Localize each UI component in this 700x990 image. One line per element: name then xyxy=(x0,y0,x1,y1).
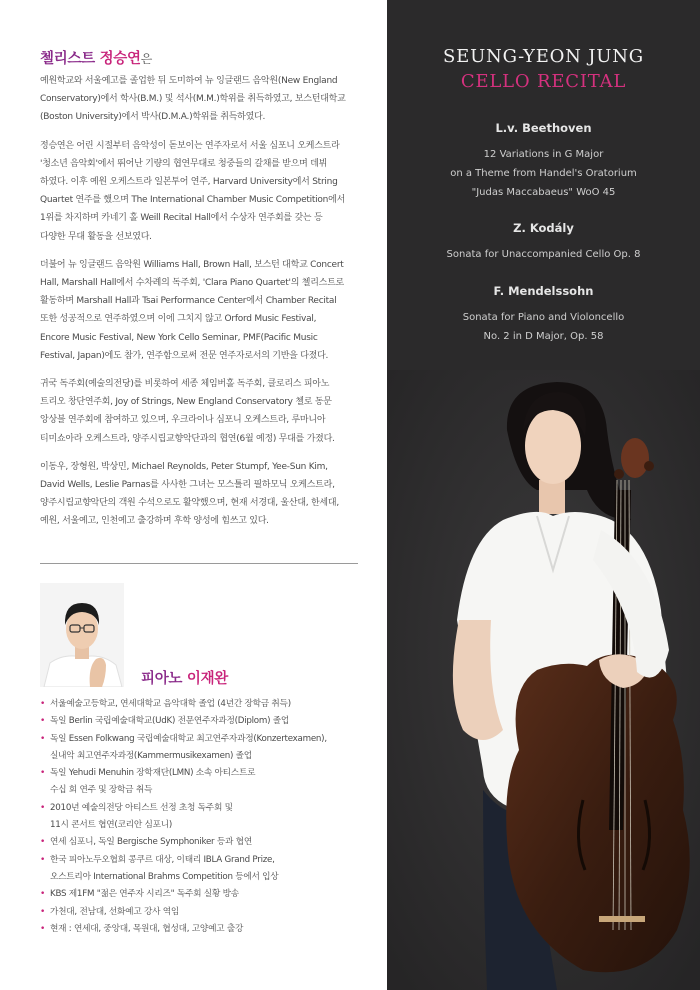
list-item xyxy=(40,921,370,938)
work-line: No. 2 in D Major, Op. 58 xyxy=(483,331,604,342)
list-item-text: 독일 Berlin 국립예술대학교(UdK) 전문연주자과정(Diplom) 졸업 xyxy=(50,716,290,727)
bio-line: 예원학교와 서울예고를 졸업한 뒤 도미하여 뉴 잉글랜드 음악원(New England xyxy=(40,76,338,86)
list-item xyxy=(40,886,370,903)
bio-line: 트리오 창단연주회, Joy of Strings, New England Conservatory 첼로 동문 xyxy=(40,397,332,408)
list-item-text: 11시 콘서트 협연(코리안 심포니) xyxy=(50,820,173,831)
performer-name: SEUNG-YEON JUNG xyxy=(443,46,644,67)
bio-line: Quartet 연주를 했으며 The International Chamber Music Competition에서 xyxy=(40,195,346,206)
bio-line: 1위를 차지하며 카네기 홀 Weill Recital Hall에서 수상자 연주회를 갖는 등 xyxy=(40,213,323,224)
list-item-text: 독일 Yehudi Menuhin 장학재단(LMN) 소속 아티스트로 xyxy=(50,768,256,779)
cellist-photo xyxy=(387,370,700,990)
bullet-icon: • xyxy=(40,733,46,744)
list-item xyxy=(40,852,370,887)
bullet-icon: • xyxy=(40,854,46,865)
bio-line: David Wells, Leslie Parnas를 사사한 그녀는 모스틀리 필하모닉 오케스트라, xyxy=(40,480,335,491)
bio-line: Encore Music Festival, New York Cello Seminar, PMF(Pacific Music xyxy=(40,332,318,343)
bio-line: 활동하며 Marshall Hall과 Tsai Performance Center에서 Chamber Recital xyxy=(40,296,337,307)
right-column xyxy=(387,0,700,990)
composer-name: F. Mendelssohn xyxy=(493,284,594,298)
bio-line: '청소년 음악회'에서 뛰어난 기량의 협연무대로 청중들의 갈채를 받으며 데뷔 xyxy=(40,158,328,169)
program-piece-kodaly xyxy=(387,219,700,264)
list-item-text: 연세 심포니, 독일 Bergische Symphoniker 등과 협연 xyxy=(50,837,252,848)
section-divider xyxy=(40,563,358,564)
bio-line: 정승연은 어린 시절부터 음악성이 돋보이는 연주자로서 서울 심포니 오케스트라 xyxy=(40,140,340,151)
bio-line: 또한 성공적으로 연주하였으며 이에 그치지 않고 Orford Music Festival, xyxy=(40,314,317,325)
pianist-heading xyxy=(141,667,228,688)
bullet-icon: • xyxy=(40,837,46,848)
pianist-name: 이재완 xyxy=(186,671,228,687)
list-item xyxy=(40,713,370,730)
bio-paragraph xyxy=(40,375,358,448)
bio-paragraph xyxy=(40,137,358,246)
list-item-text: 독일 Essen Folkwang 국립예술대학교 최고연주자과정(Konzertexamen), xyxy=(50,733,327,744)
recital-title: CELLO RECITAL xyxy=(460,71,627,92)
bio-line: Hall, Marshall Hall에서 수차례의 독주회, 'Clara Piano Quartet'의 첼리스트로 xyxy=(40,278,344,289)
bio-line: 티미쇼아라 오케스트라, 양주시립교향악단과의 협연(6월 예정) 무대를 가졌다. xyxy=(40,433,335,444)
work-line: Sonata for Unaccompanied Cello Op. 8 xyxy=(446,249,641,260)
cellist-heading xyxy=(40,47,152,68)
list-item xyxy=(40,834,370,851)
list-item-text: 2010년 예술의전당 아티스트 선정 초청 독주회 및 xyxy=(50,802,233,813)
list-item-text: 가천대, 전남대, 선화예고 강사 역임 xyxy=(50,906,180,917)
bullet-icon: • xyxy=(40,716,46,727)
program-piece-beethoven xyxy=(387,119,700,202)
bio-paragraph xyxy=(40,256,358,365)
list-item xyxy=(40,696,370,713)
bullet-icon: • xyxy=(40,923,46,934)
bullet-icon: • xyxy=(40,802,46,813)
work-line: 12 Variations in G Major xyxy=(483,149,604,160)
bio-line: Festival, Japan)에도 참가, 연주함으로써 전문 연주자로서의 기반을 다졌다. xyxy=(40,350,329,361)
bullet-icon: • xyxy=(40,906,46,917)
bio-paragraph xyxy=(40,72,358,127)
composer-name: Z. Kodály xyxy=(513,221,574,235)
bio-line: 귀국 독주회(예술의전당)를 비롯하여 세종 체임버홀 독주회, 클로리스 피아노 xyxy=(40,379,330,390)
bio-line: 다양한 무대 활동을 선보였다. xyxy=(40,231,152,242)
bio-paragraph xyxy=(40,458,358,531)
work-line: "Judas Maccabaeus" WoO 45 xyxy=(471,187,616,198)
bullet-icon: • xyxy=(40,889,46,900)
program-piece-mendelssohn xyxy=(387,282,700,346)
list-item xyxy=(40,765,370,800)
cellist-biography xyxy=(40,72,358,541)
bio-line: 예원, 서울예고, 인천예고 출강하며 후학 양성에 힘쓰고 있다. xyxy=(40,516,269,527)
pianist-role-label: 피아노 xyxy=(141,671,183,687)
bullet-icon: • xyxy=(40,699,46,709)
bio-line: Conservatory)에서 학사(B.M.) 및 석사(M.M.)학위를 취득하였고, 보스턴대학교 xyxy=(40,94,346,105)
bio-line: (Boston University)에서 박사(D.M.A.)학위를 취득하였다. xyxy=(40,112,266,123)
bio-line: 이동우, 장형원, 박상민, Michael Reynolds, Peter Stumpf, Yee-Sun Kim, xyxy=(40,461,328,472)
list-item-text: 실내악 최고연주자과정(Kammermusikexamen) 졸업 xyxy=(50,750,252,761)
list-item xyxy=(40,731,370,766)
composer-name: L.v. Beethoven xyxy=(495,121,592,135)
bio-line: 앙상블 연주회에 참여하고 있으며, 우크라이나 심포니 오케스트라, 루마니아 xyxy=(40,415,326,426)
bio-line: 더불어 뉴 잉글랜드 음악원 Williams Hall, Brown Hall, 보스턴 대학교 Concert xyxy=(40,259,344,270)
list-item xyxy=(40,800,370,835)
cellist-name-suffix: 은 xyxy=(140,52,152,66)
list-item-text: 수십 회 연주 및 장학금 취득 xyxy=(50,785,153,796)
cellist-role-label: 첼리스트 xyxy=(40,51,95,67)
pianist-photo xyxy=(40,583,124,687)
bio-line: 하였다. 이후 예원 오케스트라 일본투어 연주, Harvard University에서 String xyxy=(40,177,338,188)
list-item xyxy=(40,904,370,921)
work-line: on a Theme from Handel's Oratorium xyxy=(450,168,637,179)
list-item-text: 현재 : 연세대, 중앙대, 목원대, 협성대, 고양예고 출강 xyxy=(50,923,244,934)
list-item-text: 서울예술고등학교, 연세대학교 음악대학 졸업 (4년간 장학금 취득) xyxy=(50,699,291,709)
bio-line: 양주시립교향악단의 객원 수석으로도 활약했으며, 현재 서경대, 울산대, 한세대, xyxy=(40,498,339,509)
pianist-career-list xyxy=(40,696,370,938)
list-item-text: 오스트리아 International Brahms Competition 등에서 입상 xyxy=(50,871,279,882)
bullet-icon: • xyxy=(40,768,46,779)
list-item-text: KBS 제1FM "젊은 연주자 시리즈" 독주회 실황 방송 xyxy=(50,889,239,900)
cellist-name: 정승연 xyxy=(99,51,141,67)
work-line: Sonata for Piano and Violoncello xyxy=(462,312,625,323)
list-item-text: 한국 피아노두오협회 콩쿠르 대상, 이태리 IBLA Grand Prize, xyxy=(50,854,275,865)
